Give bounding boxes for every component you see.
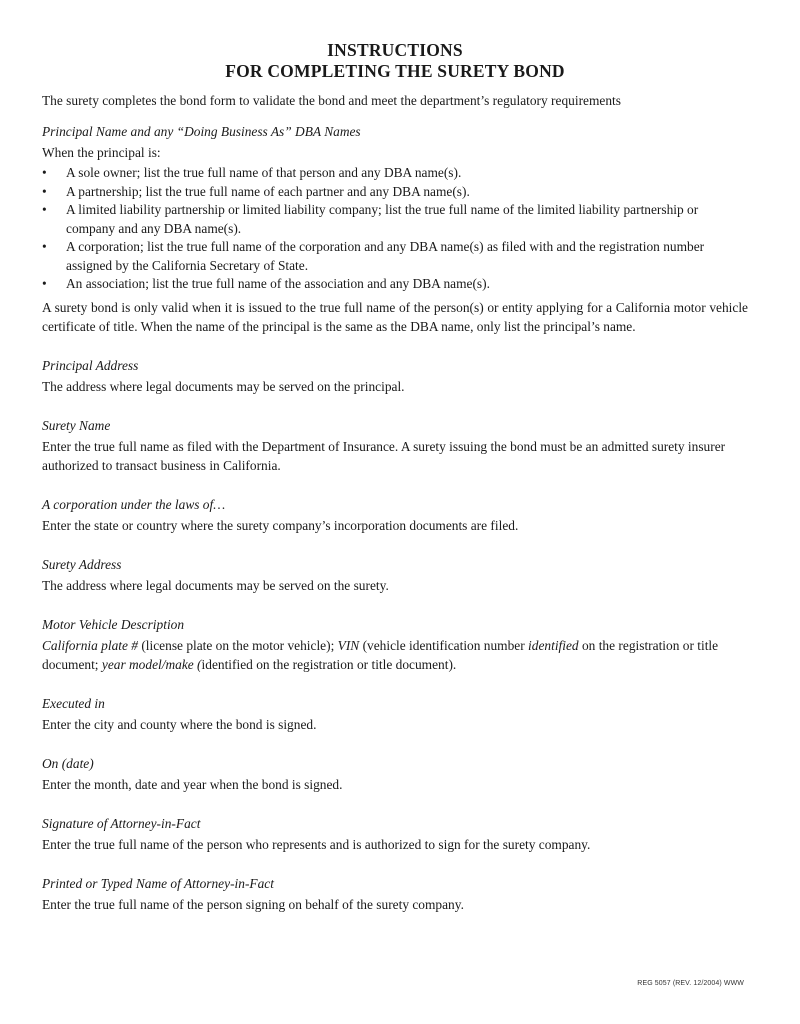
principal-address-text: The address where legal documents may be served on the principal. xyxy=(42,378,405,394)
section-vehicle-description xyxy=(42,615,748,674)
section-executed-in xyxy=(42,694,748,734)
heading-executed-in: Executed in xyxy=(42,695,105,711)
signature-text: Enter the true full name of the person who represents and is authorized to sign for the surety company. xyxy=(42,836,591,852)
on-date-text: Enter the month, date and year when the bond is signed. xyxy=(42,776,343,792)
heading-principal-name: Principal Name and any “Doing Business As” DBA Names xyxy=(42,124,361,139)
heading-surety-name: Surety Name xyxy=(42,417,111,433)
surety-address-text: The address where legal documents may be served on the surety. xyxy=(42,577,389,593)
section-principal-name xyxy=(42,122,748,336)
section-on-date xyxy=(42,754,748,794)
surety-name-text: Enter the true full name as filed with the Department of Insurance. A surety issuing the bond must be an admitted surety insurer authorized to transact business in California. xyxy=(42,438,726,473)
list-item: • A corporation; list the true full name of the corporation and any DBA name(s) as filed with and the registration number assigned by the California Secretary of State. xyxy=(42,239,705,273)
vehicle-description-text: California plate # (license plate on the motor vehicle); VIN (vehicle identification number identified on the registration or title document; year model/make (identified on the registration or title document). xyxy=(42,637,719,672)
bullet-icon: • xyxy=(42,165,47,180)
form-footer-code: REG 5057 (REV. 12/2004) WWW xyxy=(637,980,744,987)
heading-signature: Signature of Attorney-in-Fact xyxy=(42,815,201,831)
section-corporation-laws xyxy=(42,495,748,535)
page-title xyxy=(42,40,748,82)
bullet-icon: • xyxy=(42,183,47,199)
heading-principal-address: Principal Address xyxy=(42,357,139,373)
section-principal-address xyxy=(42,356,748,396)
executed-in-text: Enter the city and county where the bond is signed. xyxy=(42,716,317,732)
list-item: • An association; list the true full name of the association and any DBA name(s). xyxy=(42,275,748,294)
principal-lead: When the principal is: xyxy=(42,145,161,160)
title-line-1: INSTRUCTIONS xyxy=(327,40,463,60)
bullet-icon: • xyxy=(42,202,47,217)
section-surety-address xyxy=(42,555,748,595)
heading-corporation-laws: A corporation under the laws of… xyxy=(42,496,226,512)
heading-on-date: On (date) xyxy=(42,755,94,771)
list-item: • A partnership; list the true full name of each partner and any DBA name(s). xyxy=(42,183,748,202)
title-line-2: FOR COMPLETING THE SURETY BOND xyxy=(225,61,565,81)
principal-note: A surety bond is only valid when it is issued to the true full name of the person(s) or entity applying for a California motor vehicle certificate of title. When the name of the principal is the same as the DBA name, only list the principal’s name. xyxy=(42,299,748,334)
section-printed-name xyxy=(42,874,748,914)
principal-bullet-list xyxy=(42,164,748,294)
section-surety-name xyxy=(42,416,748,475)
list-item: • A sole owner; list the true full name of that person and any DBA name(s). xyxy=(42,164,748,183)
year-label: year model/make ( xyxy=(101,656,202,672)
vin-label: VIN xyxy=(337,637,360,653)
corporation-laws-text: Enter the state or country where the surety company’s incorporation documents are filed. xyxy=(42,517,519,533)
bullet-icon: • xyxy=(42,239,47,254)
list-item: • A limited liability partnership or limited liability company; list the true full name of the limited liability partnership or company and any DBA name(s). xyxy=(42,202,699,236)
heading-vehicle-description: Motor Vehicle Description xyxy=(42,616,185,632)
section-signature xyxy=(42,814,748,854)
identified-label: identified xyxy=(528,637,579,653)
printed-name-text: Enter the true full name of the person signing on behalf of the surety company. xyxy=(42,896,464,912)
heading-printed-name: Printed or Typed Name of Attorney-in-Fact xyxy=(42,875,274,891)
heading-surety-address: Surety Address xyxy=(42,556,122,572)
bullet-icon: • xyxy=(42,276,47,291)
document-page xyxy=(42,40,748,914)
plate-label: California plate # xyxy=(42,637,138,653)
intro-paragraph: The surety completes the bond form to validate the bond and meet the department’s regulatory requirements xyxy=(42,93,621,108)
